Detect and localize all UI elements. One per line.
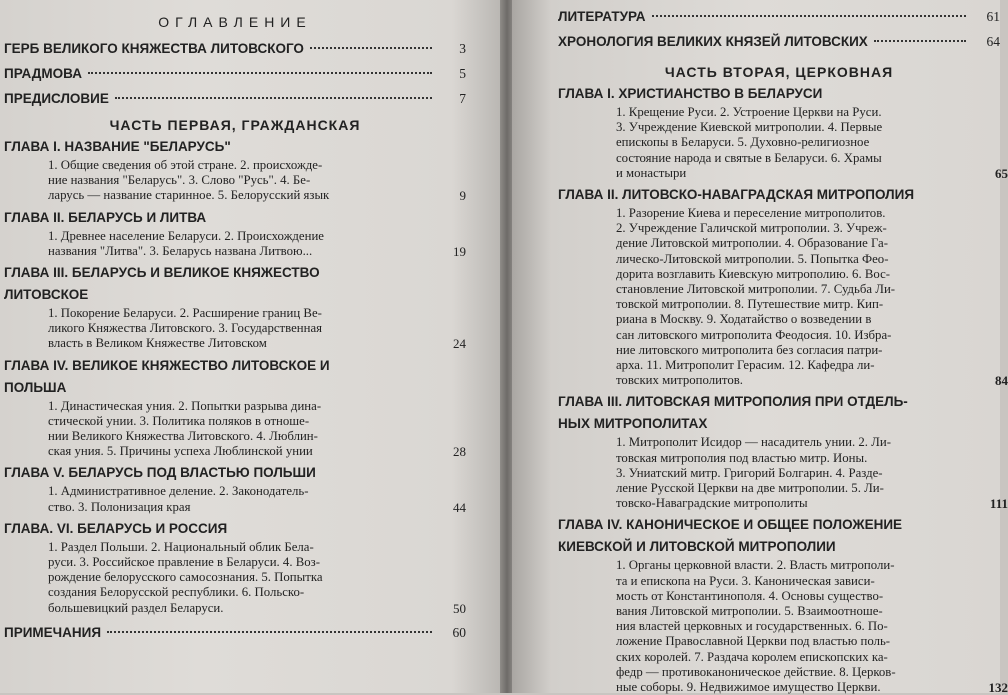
chapter-heading: ГЛАВА III. БЕЛАРУСЬ И ВЕЛИКОЕ КНЯЖЕСТВО: [4, 265, 466, 281]
contents-line: 1. Разорение Киева и переселение митрополитов.: [616, 206, 970, 221]
contents-line: ларусь — название старинное. 5. Белорусский язык: [48, 188, 432, 203]
chapter-contents: [4, 540, 466, 616]
part-one-heading: ЧАСТЬ ПЕРВАЯ, ГРАЖДАНСКАЯ: [4, 117, 466, 133]
left-front-matter: [4, 40, 466, 107]
contents-line: 1. Органы церковной власти. 2. Власть митрополи-: [616, 558, 970, 573]
contents-line: нии Великого Княжества Литовского. 4. Люблин-: [48, 429, 432, 444]
page-number: 28: [453, 444, 466, 459]
contents-line: арха. 11. Митрополит Герасим. 12. Кафедра ли-: [616, 358, 970, 373]
contents-line: риана в Москву. 9. Ходатайство о возведении в: [616, 312, 970, 327]
contents-line: та и епископа на Руси. 3. Каноническая зависи-: [616, 574, 970, 589]
chapter-contents: [4, 158, 466, 204]
contents-line: дорита возглавить Киевскую митрополию. 6. Вос-: [616, 267, 970, 282]
contents-line: 2. Учреждение Галичской митрополии. 3. Учреж-: [616, 221, 970, 236]
contents-line: ложение Православной Церкви под властью поль-: [616, 634, 970, 649]
page-number: 19: [453, 244, 466, 259]
right-front-matter: [558, 8, 1000, 50]
front-entry: [4, 40, 466, 57]
dot-leader: [115, 97, 432, 99]
contents-line: ния властей церковных и государственных. 6. По-: [616, 619, 970, 634]
contents-line: 1. Общие сведения об этой стране. 2. происхожде-: [48, 158, 432, 173]
contents-line: мость от Константинополя. 4. Основы существо-: [616, 589, 970, 604]
chapter-heading: ГЛАВА IV. КАНОНИЧЕСКОЕ И ОБЩЕЕ ПОЛОЖЕНИЕ: [558, 517, 1000, 533]
notes-entry: [4, 624, 466, 641]
notes-line: [4, 624, 466, 641]
chapter-entry: [4, 521, 466, 616]
contents-line: епископы в Беларуси. 5. Духовно-религиозное: [616, 135, 970, 150]
contents-line: вания Литовской митрополии. 5. Взаимоотноше-: [616, 604, 970, 619]
contents-line: ликого Княжества Литовского. 3. Государственная: [48, 321, 432, 336]
chapter-heading: КИЕВСКОЙ И ЛИТОВСКОЙ МИТРОПОЛИИ: [558, 539, 1000, 555]
contents-line: ство. 3. Полонизация края: [48, 500, 432, 515]
contents-line: власть в Великом Княжестве Литовском: [48, 336, 432, 351]
contents-line: ние литовского митрополита без согласия патри-: [616, 343, 970, 358]
chapter-entry: [4, 465, 466, 514]
chapter-heading: ГЛАВА I. НАЗВАНИЕ "БЕЛАРУСЬ": [4, 139, 466, 155]
page-number: 111: [990, 496, 1008, 511]
chapter-entry: [4, 210, 466, 259]
contents-line: рождение белорусского самосознания. 5. Попытка: [48, 570, 432, 585]
chapter-heading: ГЛАВА. VI. БЕЛАРУСЬ И РОССИЯ: [4, 521, 466, 537]
dot-leader: [88, 72, 432, 74]
page-number: 7: [438, 90, 466, 107]
chapter-contents: [4, 229, 466, 259]
page-number: 44: [453, 500, 466, 515]
chapter-heading: НЫХ МИТРОПОЛИТАХ: [558, 416, 1000, 432]
right-page: [512, 0, 1000, 693]
page-number: 3: [438, 40, 466, 57]
contents-line: 3. Униатский митр. Григорий Болгарин. 4. Разде-: [616, 466, 970, 481]
page-number: 65: [995, 166, 1008, 181]
left-chapter-list: [4, 139, 466, 616]
contents-line: федр — противоканоническое действие. 8. Церков-: [616, 665, 970, 680]
chapter-entry: [558, 86, 1000, 181]
page-number: 61: [972, 8, 1000, 25]
page-number: 9: [460, 188, 467, 203]
entry-title: ПРАДМОВА: [4, 65, 82, 82]
contents-line: 1. Покорение Беларуси. 2. Расширение границ Ве-: [48, 306, 432, 321]
dot-leader: [652, 15, 966, 17]
contents-line: товской митрополии. 8. Путешествие митр. Кип-: [616, 297, 970, 312]
chapter-entry: [4, 358, 466, 460]
contents-line: ских королей. 7. Раздача королем епископских ка-: [616, 650, 970, 665]
contents-line: 3. Учреждение Киевской митрополии. 4. Первые: [616, 120, 970, 135]
contents-line: товских митрополитов.: [616, 373, 970, 388]
contents-line: товская митрополия под властью митр. Ионы.: [616, 451, 970, 466]
contents-line: товско-Наваградские митрополиты: [616, 496, 970, 511]
chapter-contents: [4, 399, 466, 460]
contents-line: руси. 3. Российское правление в Беларуси. 4. Воз-: [48, 555, 432, 570]
front-entry: [558, 8, 1000, 25]
contents-line: названия "Литва". 3. Беларусь названа Литвою...: [48, 244, 432, 259]
contents-line: 1. Административное деление. 2. Законодатель-: [48, 484, 432, 499]
front-entry: [4, 90, 466, 107]
front-entry: [4, 65, 466, 82]
entry-title: ПРИМЕЧАНИЯ: [4, 624, 101, 641]
contents-line: лическо-Литовской митрополии. 5. Попытка Фео-: [616, 252, 970, 267]
chapter-entry: [558, 394, 1000, 511]
entry-title: ПРЕДИСЛОВИЕ: [4, 90, 109, 107]
contents-line: создания Белорусской республики. 6. Польско-: [48, 585, 432, 600]
chapter-heading: ЛИТОВСКОЕ: [4, 287, 466, 303]
dot-leader: [310, 47, 432, 49]
contents-line: 1. Крещение Руси. 2. Устроение Церкви на Руси.: [616, 105, 970, 120]
page-number: 60: [438, 624, 466, 641]
front-entry: [558, 33, 1000, 50]
entry-title: ХРОНОЛОГИЯ ВЕЛИКИХ КНЯЗЕЙ ЛИТОВСКИХ: [558, 33, 868, 50]
chapter-heading: ПОЛЬША: [4, 380, 466, 396]
contents-line: ние названия "Беларусь". 3. Слово "Русь". 4. Бе-: [48, 173, 432, 188]
page-number: 5: [438, 65, 466, 82]
dot-leader: [107, 631, 432, 633]
chapter-contents: [558, 206, 1000, 388]
contents-line: и монастыри: [616, 166, 970, 181]
chapter-contents: [558, 558, 1000, 695]
dot-leader: [874, 40, 966, 42]
contents-line: 1. Раздел Польши. 2. Национальный облик Бела-: [48, 540, 432, 555]
chapter-contents: [4, 484, 466, 514]
chapter-contents: [4, 306, 466, 352]
page-number: 50: [453, 601, 466, 616]
chapter-contents: [558, 105, 1000, 181]
contents-line: 1. Династическая уния. 2. Попытки разрыва дина-: [48, 399, 432, 414]
contents-line: становление Литовской митрополии. 7. Судьба Ли-: [616, 282, 970, 297]
chapter-heading: ГЛАВА I. ХРИСТИАНСТВО В БЕЛАРУСИ: [558, 86, 1000, 102]
chapter-entry: [558, 517, 1000, 695]
page-number: 64: [972, 33, 1000, 50]
contents-line: сан литовского митрополита Феодосия. 10. Избра-: [616, 328, 970, 343]
chapter-heading: ГЛАВА II. ЛИТОВСКО-НАВАГРАДСКАЯ МИТРОПОЛИЯ: [558, 187, 1000, 203]
contents-line: 1. Митрополит Исидор — насадитель унии. 2. Ли-: [616, 435, 970, 450]
page-number: 24: [453, 336, 466, 351]
part-two-heading: ЧАСТЬ ВТОРАЯ, ЦЕРКОВНАЯ: [558, 64, 1000, 80]
contents-line: стической унии. 3. Политика поляков в отноше-: [48, 414, 432, 429]
chapter-heading: ГЛАВА II. БЕЛАРУСЬ И ЛИТВА: [4, 210, 466, 226]
chapter-entry: [558, 187, 1000, 388]
contents-line: состояние народа и святые в Беларуси. 6. Храмы: [616, 151, 970, 166]
chapter-entry: [4, 265, 466, 352]
contents-line: дение Литовской митрополии. 4. Образование Га-: [616, 236, 970, 251]
toc-title: ОГЛАВЛЕНИЕ: [4, 14, 466, 30]
left-page: [0, 0, 502, 693]
contents-line: ные соборы. 9. Недвижимое имущество Церкви.: [616, 680, 970, 695]
chapter-heading: ГЛАВА III. ЛИТОВСКАЯ МИТРОПОЛИЯ ПРИ ОТДЕЛЬ-: [558, 394, 1000, 410]
chapter-entry: [4, 139, 466, 204]
chapter-contents: [558, 435, 1000, 511]
page-number: 132: [989, 680, 1008, 695]
chapter-heading: ГЛАВА V. БЕЛАРУСЬ ПОД ВЛАСТЬЮ ПОЛЬШИ: [4, 465, 466, 481]
right-chapter-list: [558, 86, 1000, 695]
chapter-heading: ГЛАВА IV. ВЕЛИКОЕ КНЯЖЕСТВО ЛИТОВСКОЕ И: [4, 358, 466, 374]
page-number: 84: [995, 373, 1008, 388]
contents-line: 1. Древнее население Беларуси. 2. Происхождение: [48, 229, 432, 244]
entry-title: ЛИТЕРАТУРА: [558, 8, 646, 25]
contents-line: ская уния. 5. Причины успеха Люблинской унии: [48, 444, 432, 459]
entry-title: ГЕРБ ВЕЛИКОГО КНЯЖЕСТВА ЛИТОВСКОГО: [4, 40, 304, 57]
contents-line: ление Русской Церкви на две митрополии. 5. Ли-: [616, 481, 970, 496]
contents-line: большевицкий раздел Беларуси.: [48, 601, 432, 616]
